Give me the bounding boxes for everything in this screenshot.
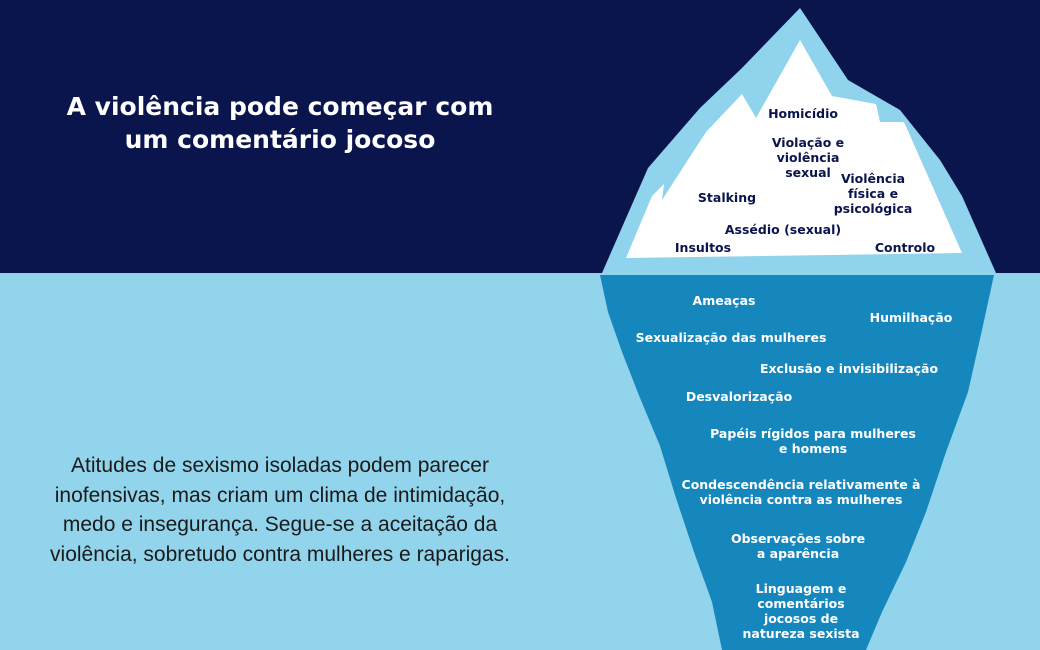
label-stalking: Stalking: [697, 190, 757, 205]
label-desvalorizacao: Desvalorização: [685, 389, 793, 404]
label-papeis-rigidos: Papéis rígidos para mulheres e homens: [710, 426, 916, 456]
label-violacao-violencia-sexual: Violação e violência sexual: [771, 135, 845, 180]
label-sexualizacao-mulheres: Sexualização das mulheres: [635, 330, 827, 345]
headline: A violência pode começar com um comentário jocoso: [66, 92, 494, 154]
label-homicidio: Homicídio: [768, 106, 838, 121]
label-humilhacao: Humilhação: [869, 310, 953, 325]
label-linguagem-comentarios-jocosos: Linguagem e comentários jocosos de natureza sexista: [742, 581, 860, 641]
label-insultos: Insultos: [674, 240, 732, 255]
label-exclusao-invisibilizacao: Exclusão e invisibilização: [759, 361, 939, 376]
body-text: Atitudes de sexismo isoladas podem parecer inofensivas, mas criam um clima de intimidação, medo e insegurança. Segue-se a aceitação da violência, sobretudo contra mulheres e raparigas.: [50, 454, 510, 566]
label-ameacas: Ameaças: [692, 293, 756, 308]
label-assedio-sexual: Assédio (sexual): [724, 222, 842, 237]
label-observacoes-aparencia: Observações sobre a aparência: [730, 531, 866, 561]
label-condescendencia: Condescendência relativamente à violência contra as mulheres: [681, 477, 921, 507]
label-violencia-fisica-psicologica: Violência física e psicológica: [833, 171, 913, 216]
label-controlo: Controlo: [874, 240, 936, 255]
